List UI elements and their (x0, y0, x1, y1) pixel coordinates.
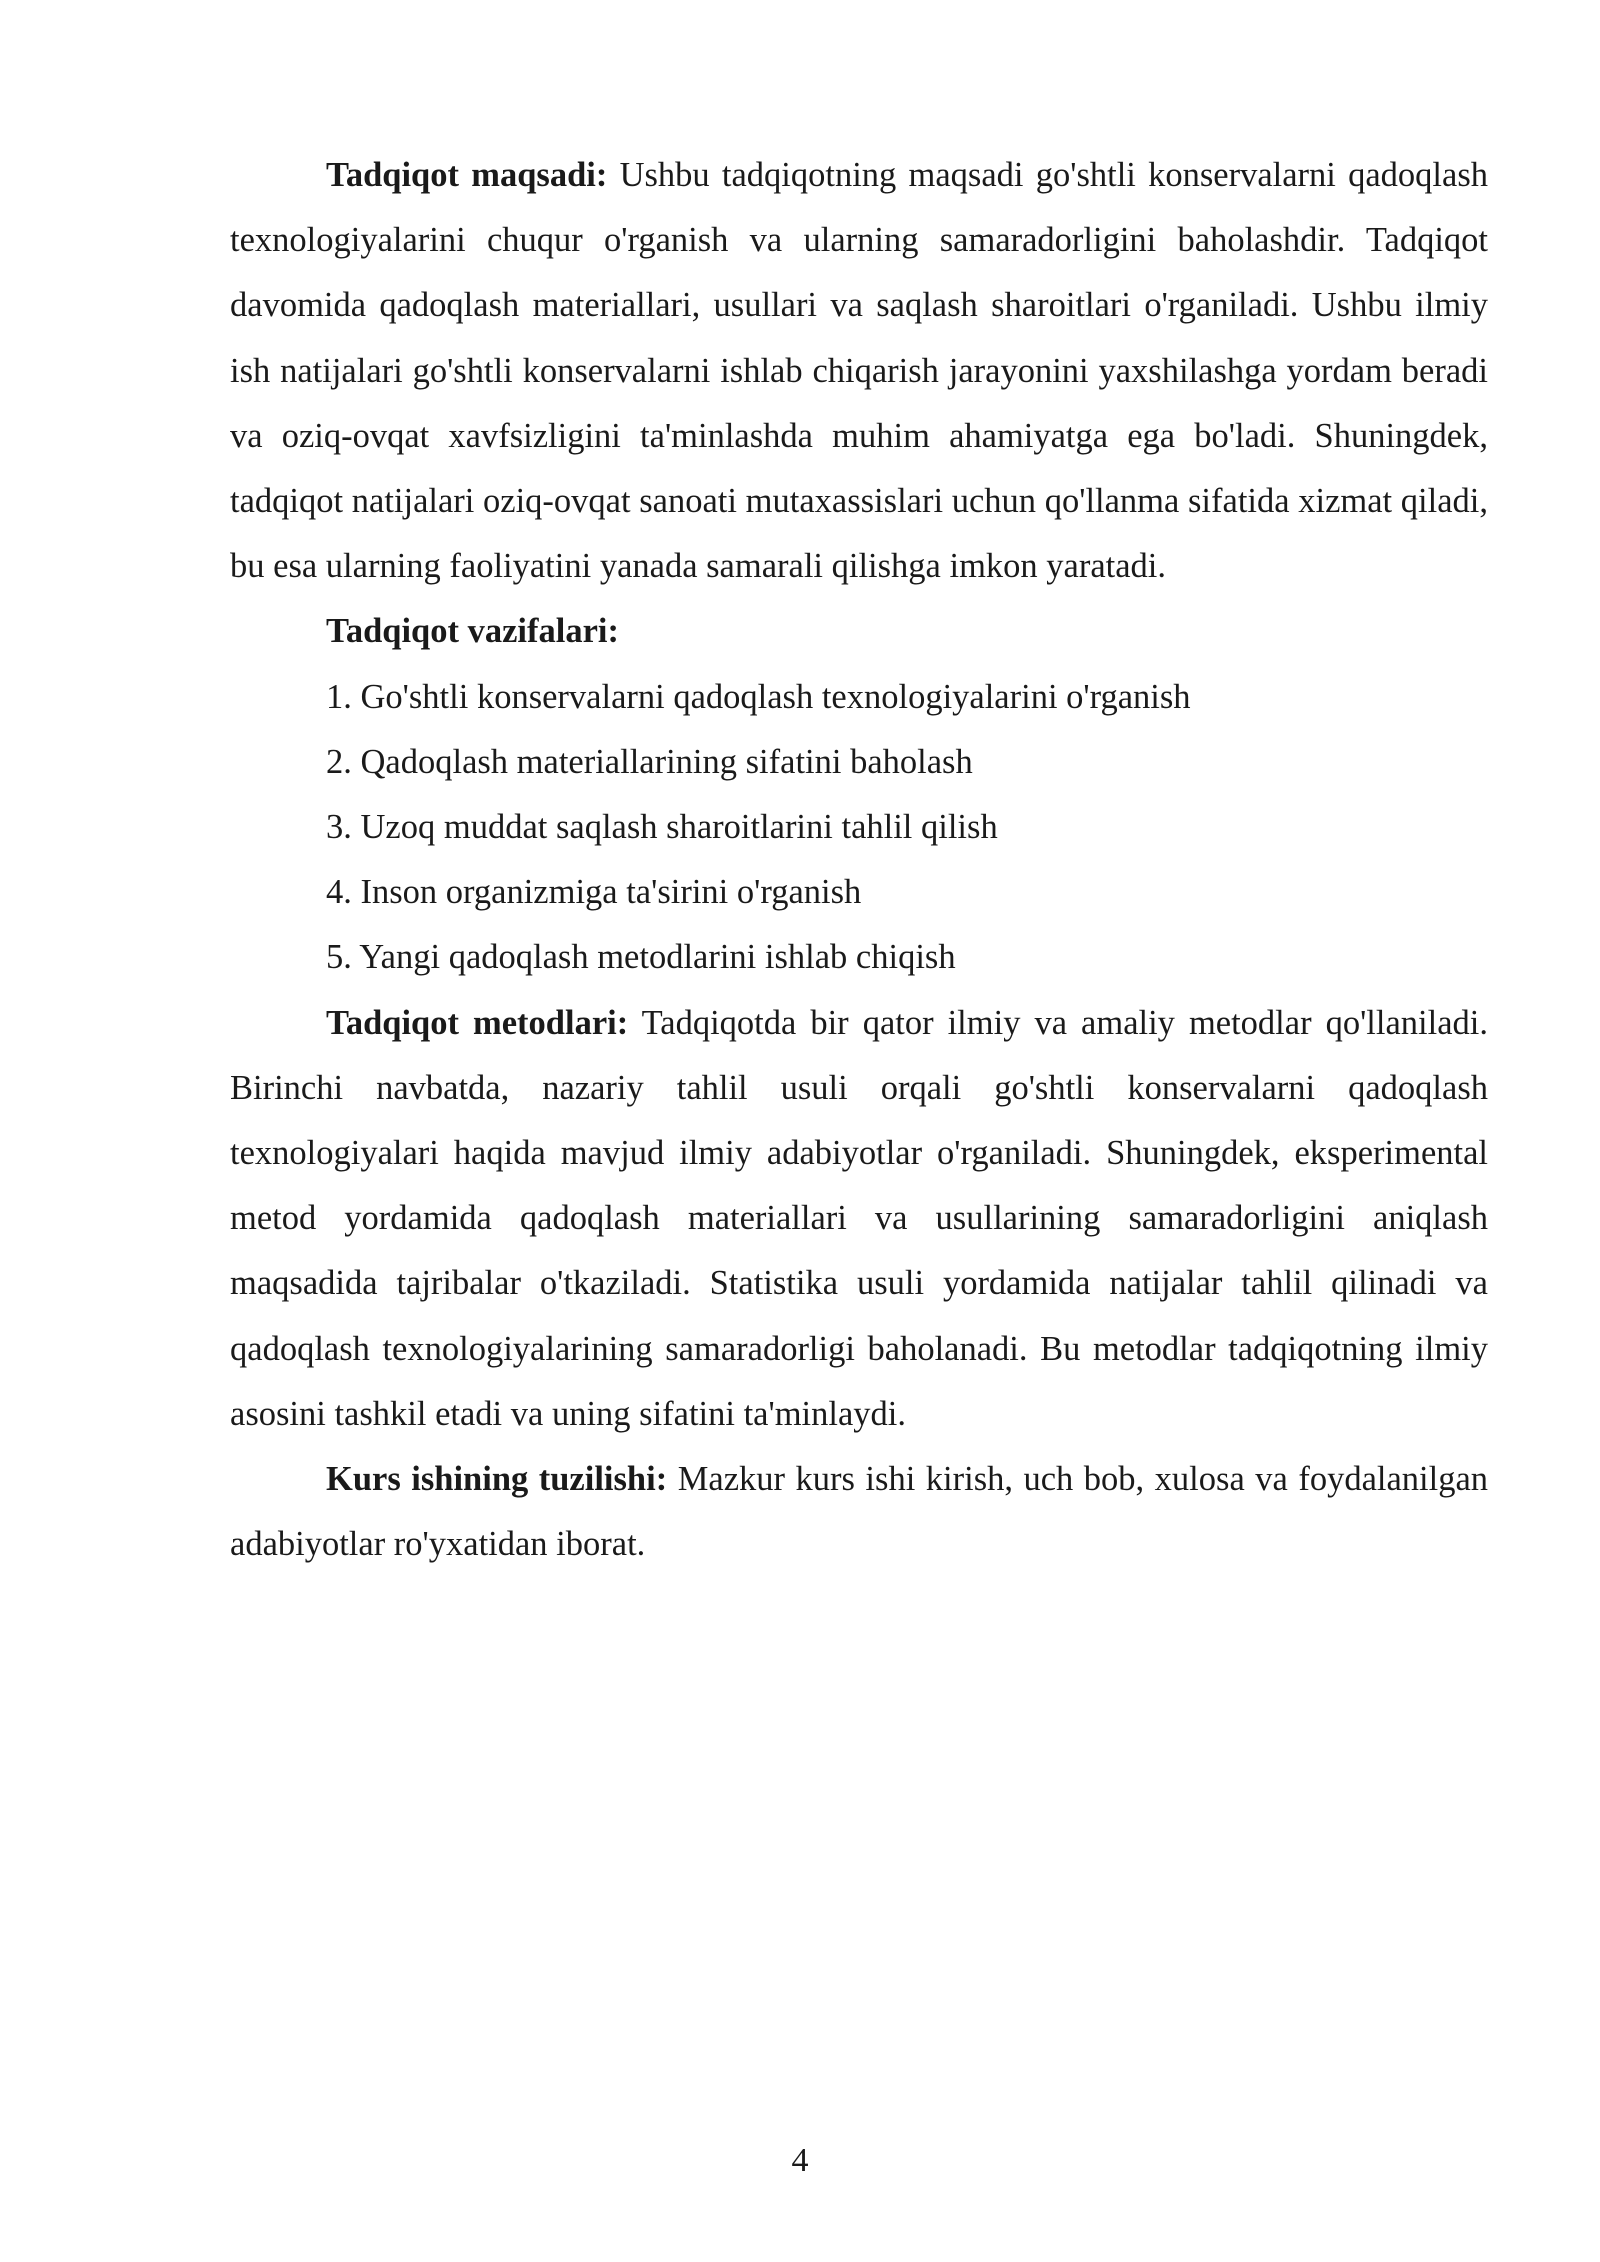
methods-text: Tadqiqotda bir qator ilmiy va amaliy metodlar qo'llaniladi. Birinchi navbatda, nazariy tahlil usuli orqali go'shtli konservalarni qadoqlash texnologiyalari haqida mavjud ilmiy adabiyotlar o'rganiladi. Shuningdek, eksperimental metod yordamida qadoqlash materiallari va usullarining samaradorligini aniqlash maqsadida tajribalar o'tkaziladi. Statistika usuli yordamida natijalar tahlil qilinadi va qadoqlash texnologiyalarining samaradorligi baholanadi. Bu metodlar tadqiqotning ilmiy asosini tashkil etadi va uning sifatini ta'minlaydi. (230, 1003, 1488, 1433)
methods-heading: Tadqiqot metodlari: (326, 1003, 629, 1042)
list-item: 2. Qadoqlash materiallarining sifatini baholash (326, 742, 973, 781)
purpose-text: Ushbu tadqiqotning maqsadi go'shtli konservalarni qadoqlash texnologiyalarini chuqur o'rganish va ularning samaradorligini baholashdir. Tadqiqot davomida qadoqlash materiallari, usullari va saqlash sharoitlari o'rganiladi. Ushbu ilmiy ish natijalari go'shtli konservalarni ishlab chiqarish jarayonini yaxshilashga yordam beradi va oziq-ovqat xavfsizligini ta'minlashda muhim ahamiyatga ega bo'ladi. Shuningdek, tadqiqot natijalari oziq-ovqat sanoati mutaxassislari uchun qo'llanma sifatida xizmat qiladi, bu esa ularning faoliyatini yanada samarali qilishga imkon yaratadi. (230, 156, 1488, 586)
tasks-heading: Tadqiqot vazifalari: (326, 612, 619, 651)
list-item: 3. Uzoq muddat saqlash sharoitlarini tahlil qilish (326, 808, 998, 847)
purpose-heading: Tadqiqot maqsadi: (326, 156, 608, 194)
purpose-paragraph (230, 143, 1488, 599)
methods-paragraph (230, 991, 1488, 1447)
page-content (230, 143, 1488, 1577)
page-number: 4 (791, 2142, 809, 2179)
list-item: 5. Yangi qadoqlash metodlarini ishlab chiqish (326, 938, 956, 977)
structure-paragraph (230, 1447, 1488, 1577)
structure-heading: Kurs ishining tuzilishi: (326, 1460, 668, 1499)
structure-text: Mazkur kurs ishi kirish, uch bob, xulosa va foydalanilgan adabiyotlar ro'yxatidan iborat. (230, 1460, 1489, 1564)
list-item: 4. Inson organizmiga ta'sirini o'rganish (326, 873, 862, 912)
list-item: 1. Go'shtli konservalarni qadoqlash texnologiyalarini o'rganish (326, 677, 1191, 716)
